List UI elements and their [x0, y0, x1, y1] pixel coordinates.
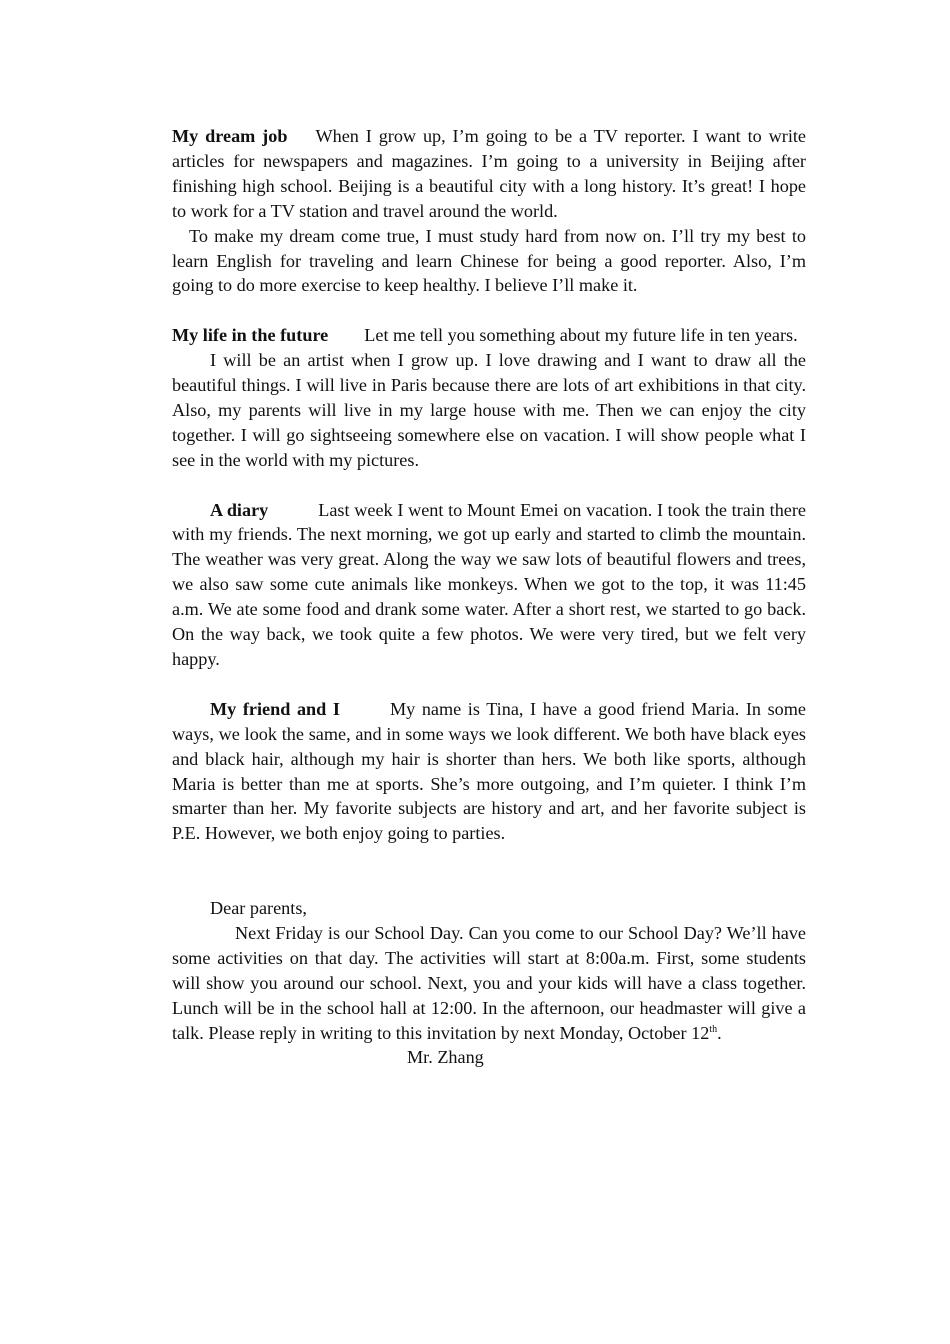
future-life-title: My life in the future	[172, 325, 329, 346]
section-gap	[172, 672, 806, 697]
dream-job-text-1: When I grow up, I’m going to be a TV reporter. I want to write articles for newspapers and magazines. I’m going to a university in Beijing after finishing high school. Beijing is a beautiful city with a long history. It’s great! I hope to work for a TV station and travel around the world.	[172, 126, 806, 221]
section-gap	[172, 846, 806, 896]
letter-date-superscript: th	[709, 1023, 718, 1035]
dream-job-paragraph-2: To make my dream come true, I must study hard from now on. I’ll try my best to learn English for traveling and learn Chinese for being a good reporter. Also, I’m going to do more exercise to keep healthy. I believe I’ll make it.	[172, 225, 806, 296]
letter-body-text: Next Friday is our School Day. Can you come to our School Day? We’ll have some activities on that day. The activities will start at 8:00a.m. First, some students will show you around our school. Next, you and your kids will have a class together. Lunch will be in the school hall at 12:00. In the afternoon, our headmaster will give a talk. Please reply in writing to this invitation by next Monday, October 12	[172, 922, 806, 1043]
section-gap	[172, 473, 806, 498]
letter-body-end: .	[717, 1022, 722, 1043]
future-life-paragraph-1	[172, 323, 806, 348]
section-gap	[172, 298, 806, 323]
future-life-text-1: Let me tell you something about my future life in ten years.	[364, 325, 798, 346]
dream-job-paragraph-1	[172, 124, 806, 224]
friend-paragraph	[172, 697, 806, 846]
letter-signature: Mr. Zhang	[407, 1047, 484, 1068]
future-life-paragraph-2: I will be an artist when I grow up. I love drawing and I want to draw all the beautiful things. I will live in Paris because there are lots of art exhibitions in that city. Also, my parents will live in my large house with me. Then we can enjoy the city together. I will go sightseeing somewhere else on vacation. I will show people what I see in the world with my pictures.	[172, 350, 806, 470]
dream-job-title: My dream job	[172, 126, 288, 146]
letter-body	[172, 921, 806, 1046]
friend-title: My friend and I	[210, 698, 340, 719]
diary-text: Last week I went to Mount Emei on vacation. I took the train there with my friends. The next morning, we got up early and started to climb the mountain. The weather was very great. Along the way we saw lots of beautiful flowers and trees, we also saw some cute animals like monkeys. When we got to the top, it was 11:45 a.m. We ate some food and drank some water. After a short rest, we started to go back. On the way back, we took quite a few photos. We were very tired, but we felt very happy.	[172, 499, 806, 669]
document-page	[172, 124, 806, 1070]
diary-paragraph	[172, 498, 806, 672]
diary-title: A diary	[210, 499, 269, 520]
letter-greeting: Dear parents,	[210, 898, 307, 919]
friend-text: My name is Tina, I have a good friend Maria. In some ways, we look the same, and in some ways we look different. We both have black eyes and black hair, although my hair is shorter than hers. We both like sports, although Maria is better than me at sports. She’s more outgoing, and I’m quieter. I think I’m smarter than her. My favorite subjects are history and art, and her favorite subject is P.E. However, we both enjoy going to parties.	[172, 698, 806, 844]
